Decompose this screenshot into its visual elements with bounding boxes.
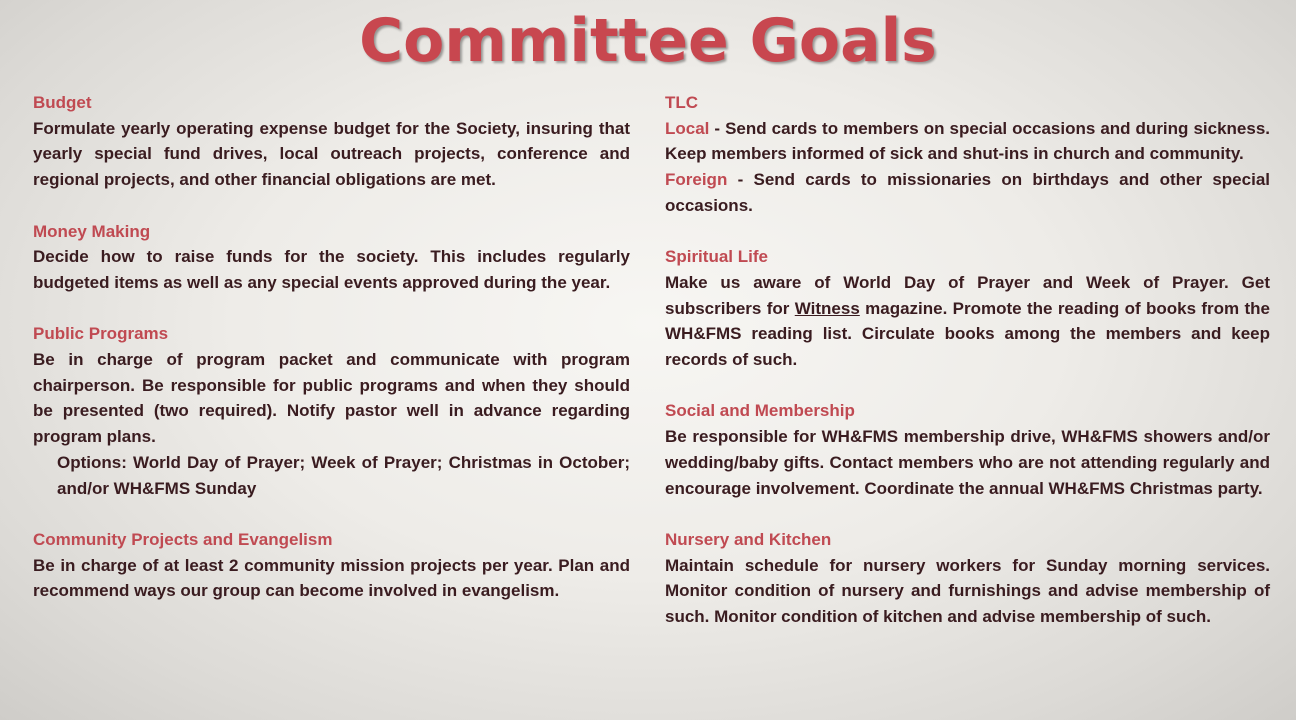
section-nursery-kitchen (665, 527, 1270, 630)
tlc-local-label: Local (665, 118, 710, 138)
right-column (665, 90, 1270, 630)
witness-magazine-title: Witness (794, 298, 860, 318)
section-budget (33, 90, 630, 193)
section-heading-spiritual-life: Spiritual Life (665, 247, 768, 267)
section-text-public-programs: Be in charge of program packet and communicate with program chairperson. Be responsible for public programs and when they should be presented (two required). Notify pastor well in advance regarding program plans. (33, 350, 630, 447)
tlc-foreign-text (665, 167, 1270, 218)
section-public-programs (33, 321, 630, 501)
section-heading-public-programs: Public Programs (33, 324, 169, 344)
section-community-projects (33, 527, 630, 604)
section-heading-community-projects: Community Projects and Evangelism (33, 529, 333, 549)
tlc-foreign-label: Foreign (665, 170, 728, 190)
section-social-membership (665, 398, 1270, 501)
section-spiritual-life (665, 244, 1270, 373)
section-heading-money-making: Money Making (33, 221, 151, 241)
page-title: Committee Goals (359, 6, 937, 76)
section-text-spiritual-life (665, 270, 1270, 373)
left-column (33, 90, 630, 604)
section-heading-budget: Budget (33, 93, 92, 112)
section-money-making (33, 219, 630, 296)
program-options: Options: World Day of Prayer; Week of Prayer; Christmas in October; and/or WH&FMS Sunday (57, 452, 630, 498)
spiritual-text-after: magazine. Promote the reading of books from the WH&FMS reading list. Circulate books among the members and keep records of such. (665, 298, 1270, 370)
tlc-local-description: - Send cards to members on special occasions and during sickness. Keep members informed of sick and shut-ins in church and community. (665, 118, 1270, 164)
section-heading-nursery-kitchen: Nursery and Kitchen (665, 529, 832, 549)
tlc-local-text (665, 116, 1270, 167)
section-text-social-membership: Be responsible for WH&FMS membership drive, WH&FMS showers and/or wedding/baby gifts. Contact members who are not attending regularly and encourage involvement. Coordinate the annual WH&FMS Christmas party. (665, 427, 1270, 498)
section-text-budget: Formulate yearly operating expense budget for the Society, insuring that yearly special fund drives, local outreach projects, conference and regional projects, and other financial obligations are met. (33, 118, 630, 190)
section-text-community-projects: Be in charge of at least 2 community mission projects per year. Plan and recommend ways our group can become involved in evangelism. (33, 555, 630, 601)
section-heading-tlc: TLC (665, 93, 699, 112)
section-tlc (665, 90, 1270, 219)
section-text-nursery-kitchen: Maintain schedule for nursery workers for Sunday morning services. Monitor condition of nursery and furnishings and advise membership of such. Monitor condition of kitchen and advise membership of such. (665, 555, 1270, 627)
spiritual-text-before: Make us aware of World Day of Prayer and Week of Prayer. Get subscribers for (665, 272, 1270, 318)
section-text-money-making: Decide how to raise funds for the society. This includes regularly budgeted items as well as any special events approved during the year. (33, 247, 630, 292)
section-heading-social-membership: Social and Membership (665, 401, 855, 421)
tlc-foreign-description: - Send cards to missionaries on birthdays and other special occasions. (665, 170, 1270, 215)
